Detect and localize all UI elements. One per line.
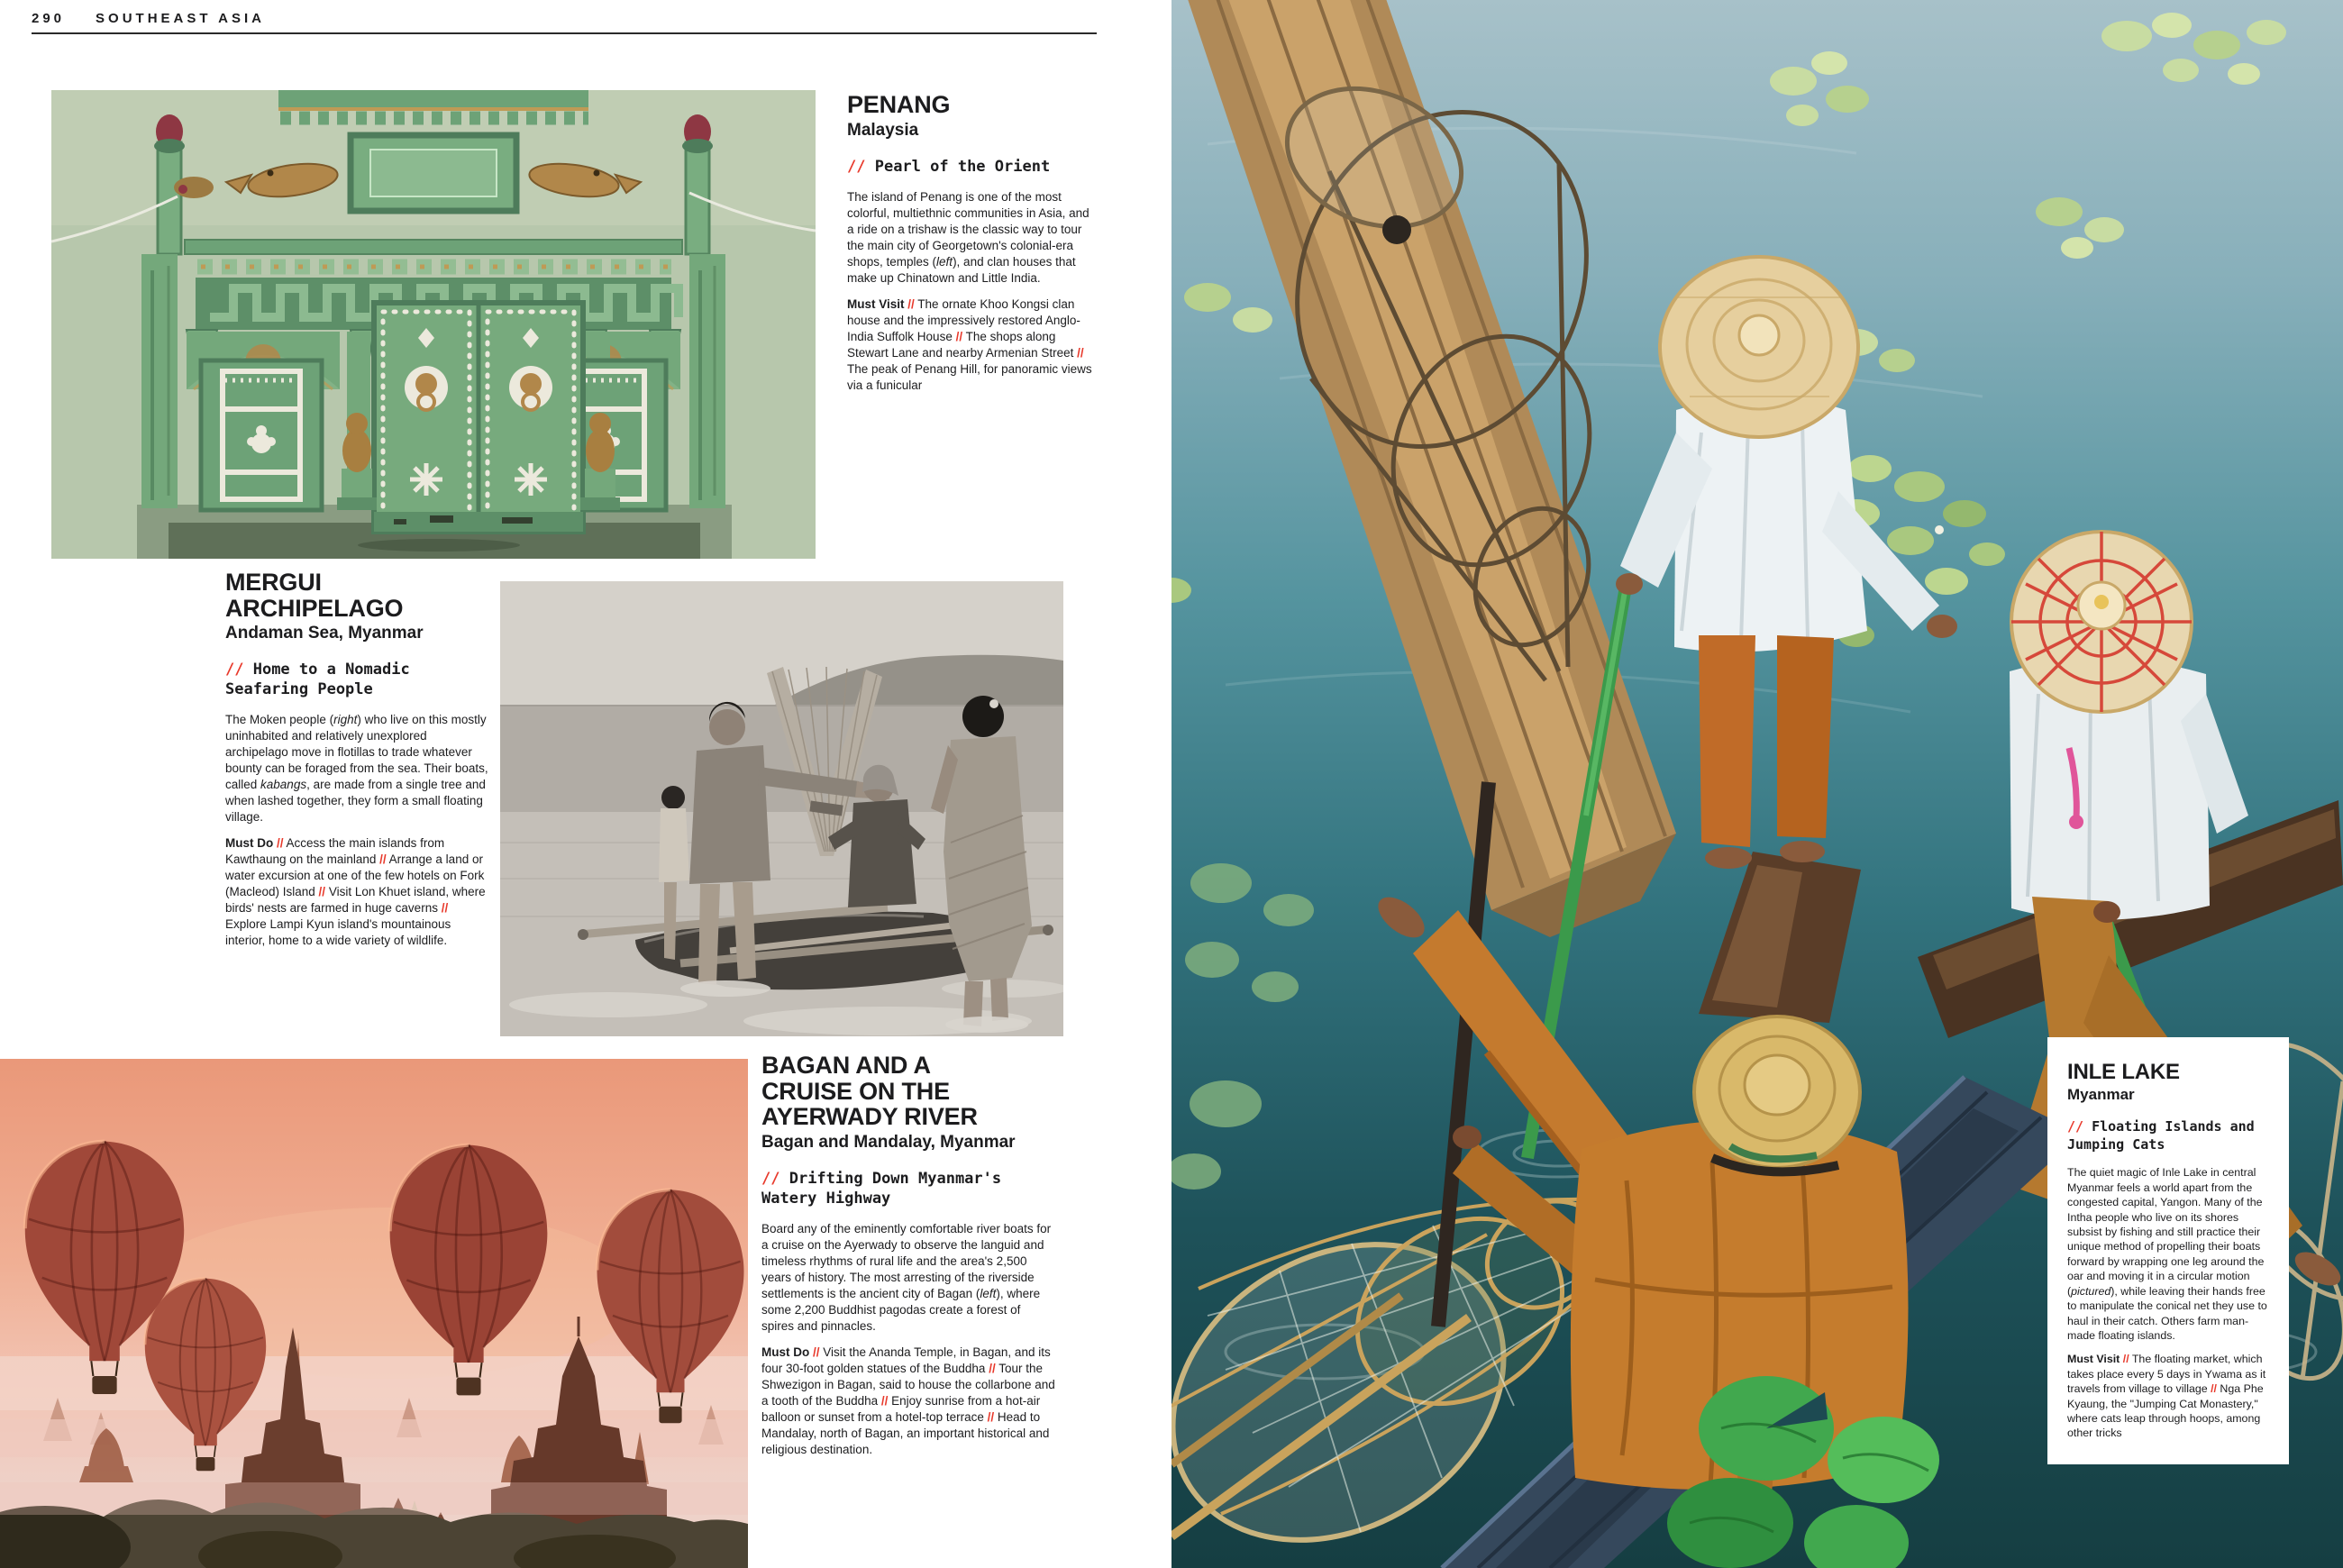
article-location: Bagan and Mandalay, Myanmar: [761, 1132, 1016, 1152]
article-tagline: // Drifting Down Myanmar's Watery Highway: [761, 1169, 1002, 1208]
slash-separator: //: [761, 1169, 789, 1188]
article-tagline: // Home to a Nomadic Seafaring People: [225, 661, 410, 699]
article-title: INLE LAKE: [2067, 1060, 2180, 1084]
page-header: [32, 11, 265, 26]
article-body: The island of Penang is one of the most colorful, multiethnic communities in Asia, and a ride on a trishaw is the classic way to tour the main city of Georgetown's colonial-era shops, temples (left), and clan houses that make up Chinatown and Little India.: [847, 189, 1089, 285]
photo-moken-people: [500, 581, 1063, 1036]
article-bagan: [761, 1053, 1055, 1458]
article-body: The Moken people (right) who live on this mostly uninhabited and relatively unexplored archipelago move in flotillas to trade whatever bounty can be foraged from the sea. Their boats, called kabangs, are made from a single tree and when lashed together, they form a small floating village.: [225, 713, 488, 825]
article-mergui: [225, 570, 492, 949]
article-body: Board any of the eminently comfortable river boats for a cruise on the Ayerwady to observe the languid and timeless rhythms of rural life and the area's 2,500 years of history. The most arresting of the riverside settlements is the ancient city of Bagan (left), where some 2,200 Buddhist pagodas create a forest of spires and pinnacles.: [761, 1222, 1052, 1334]
article-must-do: Must Do // Access the main islands from Kawthaung on the mainland // Arrange a land or water excursion at one of the few hotels on Fork (Macleod) Island // Visit Lon Khuet island, where birds' nests are farmed in huge caverns // Explore Lampi Kyun island's mountainous interior, home to a wide variety of wildlife.: [225, 836, 486, 948]
article-location: Andaman Sea, Myanmar: [225, 624, 424, 643]
bagan-illustration: [0, 1059, 748, 1568]
article-tagline: // Floating Islands and Jumping Cats: [2067, 1118, 2255, 1153]
penang-temple-illustration: [51, 90, 816, 559]
slash-separator: //: [2067, 1118, 2092, 1135]
article-title: BAGAN AND A CRUISE ON THE AYERWADY RIVER: [761, 1052, 978, 1131]
photo-bagan-balloons: [0, 1059, 748, 1568]
slash-separator: //: [847, 157, 875, 176]
article-title: PENANG: [847, 91, 951, 118]
article-must-do: Must Do // Visit the Ananda Temple, in Bagan, and its four 30-foot golden statues of the Buddha // Tour the Shwezigon in Bagan, said to house the collarbone and a tooth of the Buddha // Enjoy sunrise from a hot-air balloon or sunset from a hotel-top terrace // Head to Mandalay, north of Bagan, an important historical and religious destination.: [761, 1345, 1055, 1457]
moken-illustration: [500, 581, 1063, 1036]
article-location: Malaysia: [847, 120, 919, 140]
article-must-visit: Must Visit // The ornate Khoo Kongsi clan house and the impressively restored Anglo-India Suffolk House // The shops along Stewart Lane and nearby Armenian Street // The peak of Penang Hill, for panoramic views via a funicular: [847, 296, 1092, 392]
article-location: Myanmar: [2067, 1086, 2135, 1104]
article-body: The quiet magic of Inle Lake in central Myanmar feels a world apart from the congested capital, Yangon. Many of the Intha people who live on its shores subsist by fishing and still practice their unique method of propelling their boats forward by wrapping one leg around the oar and moving it in a circular motion (pictured), while leaving their hands free to manipulate the conical net they use to haul in their catch. Others farm man-made floating islands.: [2067, 1166, 2267, 1342]
header-rule: [32, 32, 1097, 34]
section-title: SOUTHEAST ASIA: [96, 11, 265, 26]
page-number: 290: [32, 11, 66, 26]
photo-penang-temple-doors: [51, 90, 816, 559]
article-inle-lake: [2047, 1037, 2289, 1464]
article-must-visit: Must Visit // The floating market, which takes place every 5 days in Ywama as it travels from village to village // Nga Phe Kyaung, the "Jumping Cat Monastery," where cats leap through hoops, among other tricks: [2067, 1353, 2266, 1440]
article-tagline: // Pearl of the Orient: [847, 157, 1051, 176]
article-title: MERGUI ARCHIPELAGO: [225, 569, 404, 622]
article-penang: [847, 92, 1096, 394]
slash-separator: //: [225, 661, 253, 679]
